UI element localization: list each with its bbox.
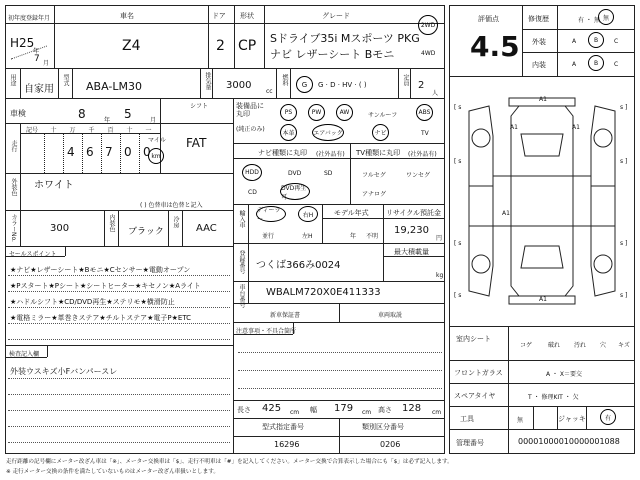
diagram-tag: A1	[502, 210, 510, 217]
sheet-main	[5, 5, 445, 454]
reg-year-label: 初年度登録年月	[8, 15, 51, 22]
navi-cd: CD	[248, 189, 257, 196]
fuel-g-circle	[296, 76, 313, 93]
shift-value: FAT	[186, 136, 207, 150]
shift-label: シフト	[190, 103, 209, 110]
manual-label: 車両取説	[378, 312, 403, 319]
equip-sunroof: サンルーフ	[368, 112, 398, 119]
spare-label: スペアタイヤ	[454, 392, 496, 400]
navi-hdd: HDD	[242, 164, 262, 181]
interior-sheet-option: 穴	[600, 342, 607, 349]
usage-value: 自家用	[24, 84, 54, 95]
spare-value: T ・ 修理KIT ・ 欠	[528, 394, 579, 401]
footer-line1: 走行距離の記号欄にメーター改ざん車は「※」、メーター交換車は「$」、走行不明車は「#」を記入してください。メーター交換で合算表示した場合にも「$」は必ず記入します。	[6, 459, 453, 465]
class-label: 類別区分番号	[362, 423, 404, 431]
navi-sub: (社外品有)	[316, 151, 345, 158]
mileage-header-cell: 十	[126, 127, 133, 134]
model-year-unit: 年	[350, 233, 357, 240]
width-label: 幅	[310, 406, 317, 414]
repair-options: 有 ・ 無	[578, 17, 600, 24]
shape-label: 形状	[240, 12, 254, 20]
length-label: 長さ	[237, 406, 251, 414]
equipment-label: 装備品に丸印	[236, 102, 264, 118]
side-marker: s ]	[620, 240, 628, 247]
equip-pw: PW	[308, 104, 325, 121]
color-no-label: カラーNo.	[10, 214, 17, 242]
tv-sub: (社外品有)	[408, 151, 437, 158]
width-value: 179	[334, 403, 354, 414]
fuel-g: G	[301, 80, 308, 89]
side-marker: s ]	[620, 158, 628, 165]
glass-label: フロントガラス	[454, 369, 503, 377]
score-label: 評価点	[478, 15, 499, 23]
exterior-grade-c: C	[614, 38, 619, 45]
exterior-grade-label: 外装	[532, 38, 546, 46]
exterior-color: ホワイト	[34, 180, 74, 191]
designation-label: 型式指定番号	[262, 423, 304, 431]
jack-value: 有	[604, 414, 611, 422]
load-unit: kg	[436, 272, 444, 279]
exterior-color-label: 外装色	[10, 178, 17, 196]
displacement-label: 排気量	[204, 72, 211, 90]
import-left: 左H	[302, 233, 313, 240]
height-value: 128	[402, 403, 422, 414]
ac-value: AAC	[196, 223, 217, 234]
interior-grade-a: A	[572, 61, 577, 68]
mileage-digit: 7	[105, 145, 113, 159]
repair-none-circle	[598, 9, 614, 25]
length-unit: cm	[290, 409, 300, 416]
repair-label: 修復歴	[528, 15, 549, 23]
tv-label: TV種類に丸印	[356, 149, 401, 157]
reg-year: H25	[10, 36, 35, 50]
jack-circle	[600, 409, 616, 425]
tools-value: 無	[517, 417, 524, 424]
repair-none: 無	[602, 14, 609, 22]
doors-value: 2	[216, 38, 225, 54]
inspection-year-unit: 年	[104, 117, 111, 124]
mileage-digit: 0	[124, 145, 132, 159]
mileage-header-cell: 記号	[25, 127, 38, 134]
inspection-year: 8	[78, 107, 86, 121]
navi-dvd: DVD	[288, 170, 302, 177]
side-marker: s ]	[620, 104, 628, 111]
recycle-value: 19,230	[394, 225, 429, 236]
inspection-label: 車検	[10, 109, 26, 118]
capacity-value: 2	[418, 80, 425, 91]
mileage-header-cell: 一	[145, 127, 152, 134]
interior-grade-b-circle	[588, 55, 604, 71]
drive-4wd: 4WD	[421, 50, 436, 57]
model-code: ABA-LM30	[86, 80, 142, 93]
sales-point-line: ★ハドルシフト★CD/DVD再生★ステリモ★横滑防止	[10, 298, 175, 306]
mileage-header-cell: 十	[50, 127, 57, 134]
interior-grade-label: 内装	[532, 61, 546, 69]
exterior-grade-b-circle	[588, 32, 604, 48]
equip-ps: PS	[280, 104, 297, 121]
diagram-tag: A1	[539, 96, 547, 103]
width-unit: cm	[362, 409, 372, 416]
drive-2wd-circle	[418, 15, 438, 35]
interior-grade-c: C	[614, 61, 619, 68]
mileage-header-row	[20, 125, 160, 133]
doors-label: ドア	[212, 12, 226, 20]
side-marker: [ s	[454, 292, 462, 299]
plate-value: つくば366み0024	[256, 260, 341, 271]
mileage-label: 走行	[10, 140, 17, 152]
shape-value: CP	[238, 38, 257, 54]
mileage-unit-km: km	[151, 152, 161, 160]
new-warranty-label: 新車保証書	[270, 312, 301, 319]
grade-label: グレード	[322, 12, 350, 20]
model-year-unknown: 不明	[366, 233, 379, 240]
model-year-label: モデル年式	[334, 209, 369, 217]
exterior-color-note: ( ) 色替車は色替と記入	[140, 202, 203, 209]
interior-sheet-option: 破れ	[548, 342, 561, 349]
chassis-value: WBALM720X0E411333	[266, 287, 381, 298]
reg-month: 7	[34, 54, 40, 64]
height-unit: cm	[432, 409, 442, 416]
diagram-tag: A1	[539, 296, 547, 303]
inspector-text: 外装ウスキズ小Fバンパースレ	[10, 367, 118, 376]
plate-label: 登録番号	[238, 250, 245, 274]
jack-label: ジャッキ	[558, 415, 586, 423]
class-value: 0206	[380, 440, 401, 449]
recycle-unit: 円	[436, 235, 443, 242]
tv-fullseg: フルセグ	[362, 172, 386, 179]
tools-label: 工具	[460, 415, 474, 423]
mileage-digit: 4	[67, 145, 75, 159]
interior-grade-b: B	[593, 59, 599, 67]
height-label: 高さ	[378, 406, 392, 414]
equip-tv: TV	[421, 130, 429, 137]
sales-point-line: ★電格ミラー★革巻きステア★チルトステア★電子P★ETC	[10, 314, 192, 322]
mileage-header-cell: 万	[69, 127, 76, 134]
inspection-month-unit: 月	[150, 117, 157, 124]
length-value: 425	[262, 403, 282, 414]
interior-sheet-option: キズ	[618, 342, 630, 349]
navi-dvd-play: DVD再生可	[280, 183, 310, 200]
grade-line1: Sドライブ35i Mスポーツ PKG	[270, 32, 420, 45]
side-marker: [ s	[454, 104, 462, 111]
mileage-digit: 6	[86, 145, 94, 159]
diagram-tag: A1	[572, 124, 580, 131]
tv-oneseg: ワンセグ	[406, 172, 431, 179]
model-label: 車名	[120, 12, 134, 20]
grade-line2: ナビ レザーシート Bモニ	[270, 48, 395, 61]
color-no-value: 300	[50, 223, 70, 234]
capacity-label: 定員	[402, 74, 409, 86]
sales-point-label: セールスポイント	[9, 251, 57, 258]
sales-point-line: ★ナビ★レザーシート★Bモニ★Cセンサー★電動オープン	[10, 266, 191, 274]
model-code-label: 型式	[62, 74, 69, 86]
footer-line2: ※ 走行メーター交換の条件を満たしていないものはメーター改ざん車扱いとします。	[6, 469, 219, 475]
model-name: Z4	[122, 38, 141, 54]
displacement-value: 3000	[226, 80, 252, 91]
interior-sheet-option: 汚れ	[574, 342, 587, 349]
glass-value: A ・ X＝要交	[546, 371, 583, 378]
year-unit: 年	[33, 48, 40, 55]
side-marker: [ s	[454, 158, 462, 165]
load-label: 最大積載量	[394, 248, 429, 256]
diagram-tag: A1	[510, 124, 518, 131]
exterior-grade-a: A	[572, 38, 577, 45]
fuel-label: 燃料	[281, 74, 288, 86]
mileage-km-circle	[148, 148, 164, 164]
equip-navi: ナビ	[372, 124, 389, 141]
side-marker: [ s	[454, 240, 462, 247]
mgmt-label: 管理番号	[456, 439, 484, 447]
car-damage-diagram	[449, 76, 635, 324]
drive-2wd: 2WD	[420, 21, 436, 29]
month-unit: 月	[43, 60, 50, 67]
usage-label: 用途	[9, 74, 16, 86]
side-marker: s ]	[620, 292, 628, 299]
import-dealer-circle: ディーラー	[256, 206, 286, 222]
ac-label: 冷房	[172, 216, 179, 228]
designation-value: 16296	[274, 440, 300, 449]
displacement-unit: cc	[266, 88, 273, 95]
equip-airbag: エアバック	[312, 124, 344, 141]
interior-color: ブラック	[128, 227, 164, 237]
import-right-circle: 右H	[298, 206, 318, 222]
interior-sheet-option: コゲ	[520, 342, 533, 349]
recycle-label: リサイクル預託金	[386, 209, 442, 217]
navi-label: ナビ種類に丸印	[258, 149, 307, 157]
caution-label: 注意事項・不具合箇所	[236, 328, 297, 335]
mileage-digit: 0	[143, 145, 151, 159]
chassis-label: 車台番号	[238, 284, 245, 308]
capacity-unit: 人	[432, 90, 439, 97]
navi-sd: SD	[324, 170, 333, 177]
exterior-grade-b: B	[593, 36, 599, 44]
mgmt-value: 00001000010000001088	[518, 437, 620, 446]
interior-sheet-label: 室内シート	[456, 335, 491, 343]
inspector-label: 検査記入欄	[9, 351, 40, 358]
import-parallel: 並行	[262, 233, 275, 240]
equip-leather: 本革	[280, 124, 297, 141]
equip-aw: AW	[336, 104, 353, 121]
equipment-sub: (純正のみ)	[236, 126, 265, 133]
interior-color-label: 内装色	[108, 214, 115, 232]
mileage-header-cell: 千	[88, 127, 95, 134]
equip-abs: ABS	[416, 104, 433, 121]
inspection-month: 5	[124, 107, 132, 121]
tv-analog: アナログ	[362, 191, 387, 198]
score-value: 4.5	[470, 30, 520, 63]
sales-point-line: ★Pスタート★Pシート★シートヒーター★キセノン★Aライト	[10, 282, 201, 290]
mileage-unit-mile: マイル	[148, 137, 166, 144]
import-label: 輸入車	[238, 210, 245, 228]
mileage-header-cell: 百	[107, 127, 114, 134]
fuel-options: G · D · HV · ( )	[318, 81, 367, 89]
